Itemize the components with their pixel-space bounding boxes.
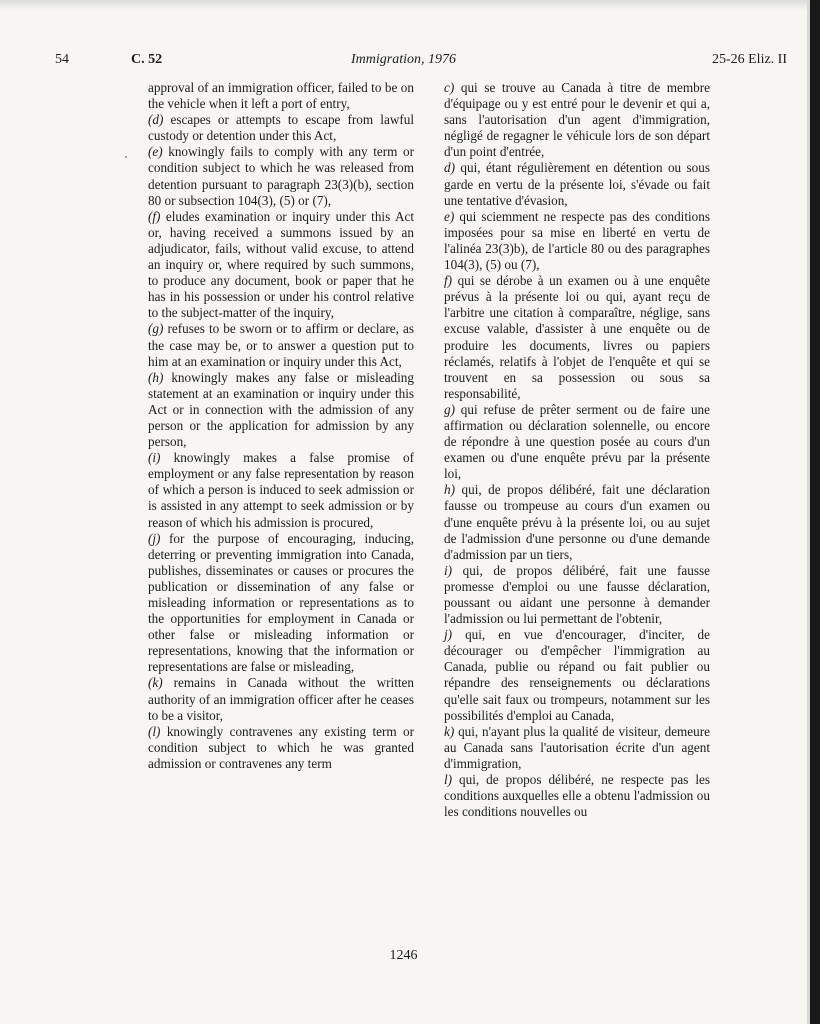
english-paragraph-label: (g) xyxy=(148,321,164,337)
english-paragraph xyxy=(148,370,414,450)
english-paragraph-text: knowingly contravenes any existing term or condition subject to which he was granted admission or contravenes any term xyxy=(148,723,414,771)
french-paragraph-text: qui, de propos délibéré, ne respecte pas les conditions auxquelles elle a obtenu l'admission ou les conditions nouvelles ou xyxy=(444,772,710,820)
page-footer-number: 1246 xyxy=(389,948,418,963)
english-paragraph-text: escapes or attempts to escape from lawful custody or detention under this Act, xyxy=(148,112,414,144)
french-paragraph xyxy=(444,482,710,562)
header-chapter: C. 52 xyxy=(131,52,163,67)
french-paragraph-label: d) xyxy=(444,160,455,176)
english-paragraph xyxy=(148,321,414,369)
english-paragraph-label: (k) xyxy=(148,675,163,691)
french-paragraph xyxy=(444,772,710,820)
english-paragraph xyxy=(148,675,414,723)
french-paragraph-text: qui se trouve au Canada à titre de membre d'équipage ou y est entré pour le devenir et qui a, sans l'autorisation d'un agent d'immigration, négligé de regagner le véhicule lors de son départ d'un point d'entrée, xyxy=(444,80,710,160)
english-paragraph xyxy=(148,724,414,772)
french-paragraph-label: i) xyxy=(444,562,453,578)
english-paragraph-label: (d) xyxy=(148,112,164,128)
english-paragraph-list xyxy=(148,112,414,772)
header-page-number: 54 xyxy=(55,52,69,67)
english-column xyxy=(148,80,414,772)
english-paragraph xyxy=(148,209,414,322)
french-paragraph xyxy=(444,273,710,402)
english-paragraph-label: (j) xyxy=(148,530,161,546)
french-paragraph-label: e) xyxy=(444,208,455,224)
french-paragraph-text: qui, étant régulièrement en détention ou sous garde en vertu de la présente loi, s'évade ou fait une tentative d'évasion, xyxy=(444,160,710,208)
english-paragraph-label: (l) xyxy=(148,723,161,739)
french-paragraph-list xyxy=(444,80,710,820)
english-paragraph-label: (i) xyxy=(148,450,161,466)
french-paragraph-label: c) xyxy=(444,80,455,95)
english-paragraph-text: refuses to be sworn or to affirm or declare, as the case may be, or to answer a question put to him at an examination or inquiry under this Act, xyxy=(148,321,414,369)
margin-mark xyxy=(125,156,127,158)
french-paragraph-text: qui, en vue d'encourager, d'inciter, de décourager ou d'empêcher l'immigration au Canada, publie ou répand ou fait publier ou répandre des renseignements ou déclarations qu'elle sait faux ou trompeurs, notamment sur les possibilités d'emploi au Canada, xyxy=(444,627,710,723)
page-top-shadow xyxy=(0,0,807,10)
english-paragraph xyxy=(148,450,414,530)
english-paragraph-text: eludes examination or inquiry under this Act or, having received a summons issued by an adjudicator, fails, without valid excuse, to attend an inquiry or, where required by such summons, to produce any document, book or paper that he has in his possession or under his control relative to the subject-matter of the inquiry, xyxy=(148,208,414,321)
english-paragraph-label: (e) xyxy=(148,144,163,160)
french-column xyxy=(444,80,710,820)
french-paragraph-label: l) xyxy=(444,772,453,788)
header-regnal-year: 25-26 Eliz. II xyxy=(711,52,787,67)
english-intro-text: approval of an immigration officer, failed to be on the vehicle when it left a port of entry, xyxy=(148,80,414,112)
english-paragraph-text: knowingly makes any false or misleading statement at an examination or inquiry under this Act or in connection with the admission of any person or the application for admission by any person, xyxy=(148,369,414,450)
english-paragraph-label: (f) xyxy=(148,208,161,224)
french-paragraph-label: j) xyxy=(444,627,453,643)
french-paragraph-text: qui se dérobe à un examen ou à une enquête prévus à la présente loi ou qui, ayant reçu de l'arbitre une citation à comparaître, néglige, sans excuse valable, d'assister à une enquête ou de produire les documents, livres ou papiers réclamés, relatifs à l'objet de l'enquête et qui se trouvent en sa possession ou sous sa responsabilité, xyxy=(444,273,710,401)
french-paragraph-label: f) xyxy=(444,273,453,289)
french-paragraph xyxy=(444,80,710,160)
french-paragraph xyxy=(444,563,710,627)
french-paragraph xyxy=(444,724,710,772)
french-paragraph-text: qui, de propos délibéré, fait une déclaration fausse ou trompeuse au cours d'un examen ou d'une enquête prévu à la présente loi, ou au sujet de l'admission d'une personne ou d'une demande d'admission par un tiers, xyxy=(444,482,710,562)
english-paragraph-text: for the purpose of encouraging, inducing, deterring or preventing immigration into Canada, publishes, disseminates or causes or procures the publication or dissemination of any false or misleading information or representations as to the opportunities for employment in Canada or other false or misleading information or representations, knowing that the information or representations are false or misleading, xyxy=(148,530,414,675)
english-paragraph xyxy=(148,531,414,676)
header-title: Immigration, 1976 xyxy=(351,52,456,67)
french-paragraph-text: qui sciemment ne respecte pas des conditions imposées pour sa mise en liberté en vertu de l'alinéa 23(3)b), de l'article 80 ou des paragraphes 104(3), (5) ou (7), xyxy=(444,208,710,273)
english-paragraph xyxy=(148,144,414,208)
french-paragraph xyxy=(444,160,710,208)
english-paragraph-text: remains in Canada without the written authority of an immigration officer after he ceases to be a visitor, xyxy=(148,675,414,723)
english-paragraph-text: knowingly fails to comply with any term or condition subject to which he was released from detention pursuant to paragraph 23(3)(b), section 80 or subsection 104(3), (5) or (7), xyxy=(148,144,414,208)
french-paragraph-text: qui refuse de prêter serment ou de faire une affirmation ou déclaration solennelle, ou encore de répondre à une question posée au cours d'un examen ou d'une enquête prévu par la présente loi, xyxy=(444,401,710,482)
french-paragraph-text: qui, de propos délibéré, fait une fausse promesse d'emploi ou une fausse déclaration, poussant ou aidant une personne à demander l'admission ou lui permettant de l'obtenir, xyxy=(444,562,710,627)
french-paragraph-text: qui, n'ayant plus la qualité de visiteur, demeure au Canada sans l'autorisation écrite d'un agent d'immigration, xyxy=(444,723,710,771)
french-paragraph xyxy=(444,209,710,273)
french-paragraph-label: g) xyxy=(444,401,455,417)
english-paragraph-label: (h) xyxy=(148,369,164,385)
french-paragraph-label: k) xyxy=(444,723,455,739)
french-paragraph-label: h) xyxy=(444,482,455,498)
french-paragraph xyxy=(444,627,710,724)
english-paragraph-text: knowingly makes a false promise of employment or any false representation by reason of which a person is induced to seek admission or is assisted in any attempt to seek admission or by reason of which his admission is procured, xyxy=(148,450,414,530)
english-paragraph xyxy=(148,112,414,144)
french-paragraph xyxy=(444,402,710,482)
